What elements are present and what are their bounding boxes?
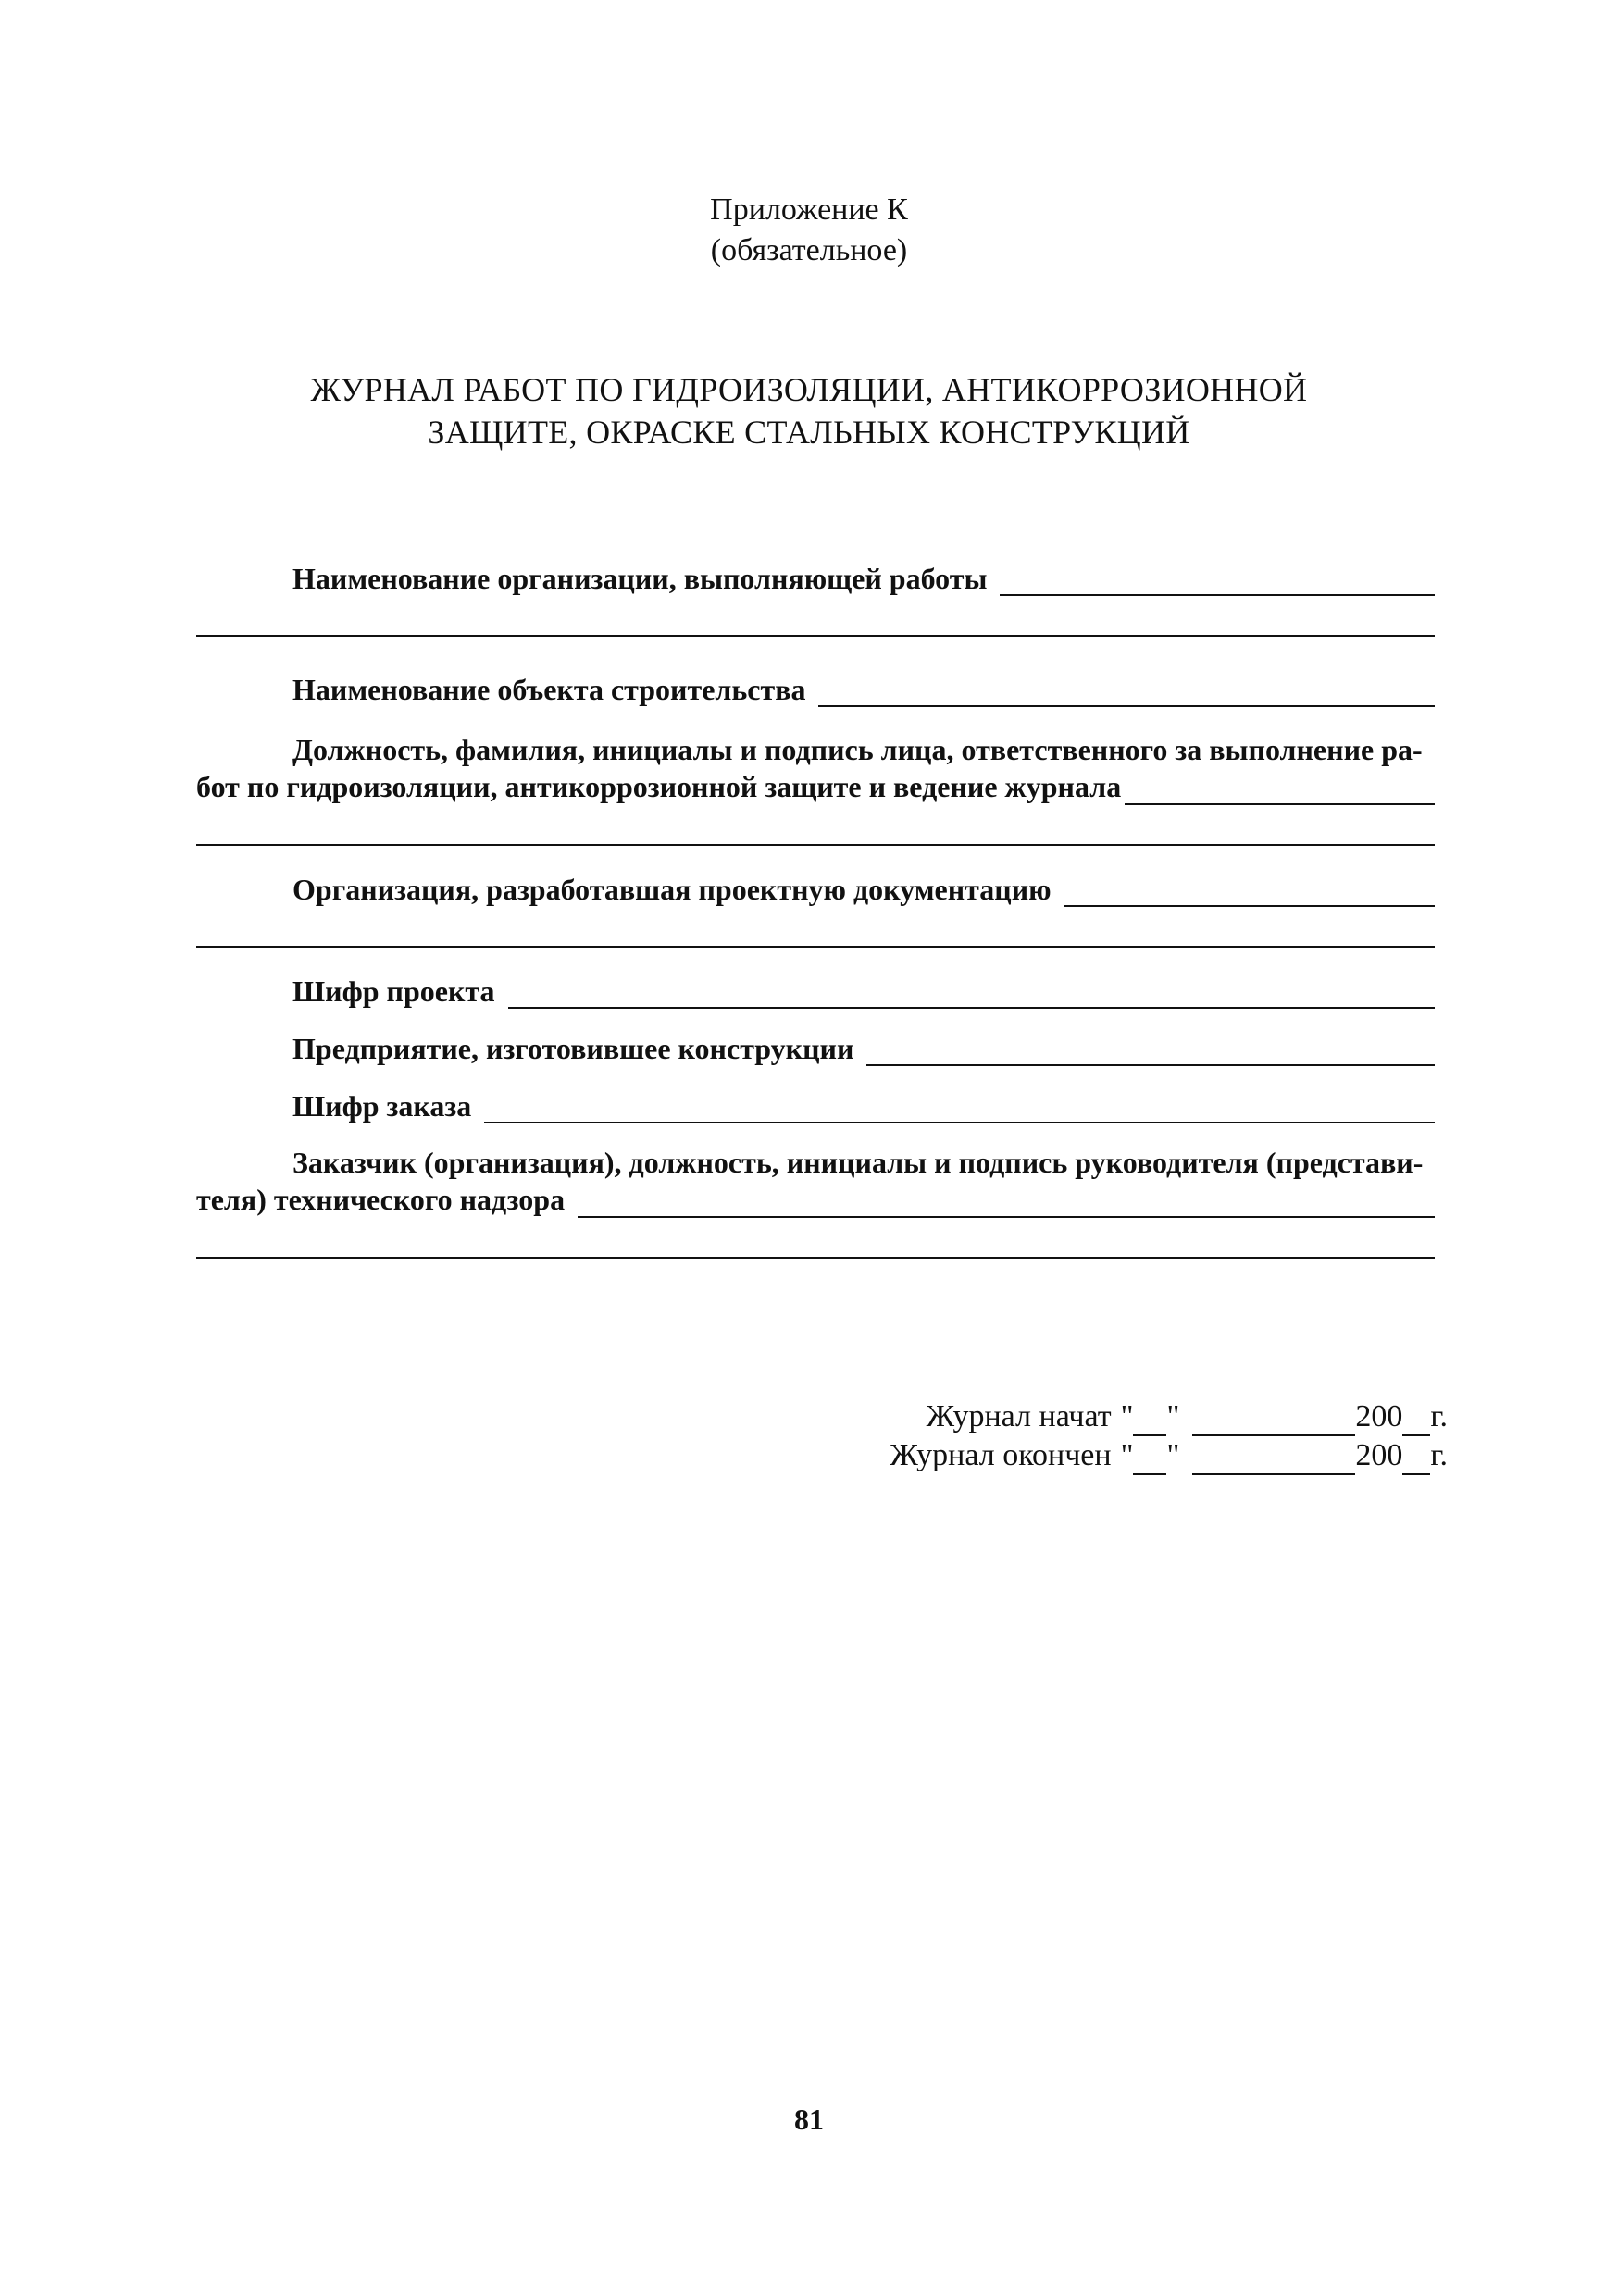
appendix-heading <box>0 190 1618 271</box>
journal-title <box>0 368 1618 453</box>
customer-continuation <box>196 1218 1435 1259</box>
responsible-label-line-2: бот по гидроизоляции, антикоррозионной защите и ведение журнала <box>196 770 1122 803</box>
journal-dates <box>890 1397 1448 1475</box>
manufacturer-label: Предприятие, изготовившее конструкции <box>292 1032 854 1065</box>
customer-label-line-1: Заказчик (организация), должность, инициалы и подпись руководителя (представи- <box>292 1146 1424 1179</box>
object-name-row <box>196 666 1435 707</box>
org-name-label: Наименование организации, выполняющей работы <box>292 562 988 595</box>
quote-open: " <box>1120 1399 1134 1433</box>
started-day-field[interactable] <box>1133 1409 1166 1436</box>
quote-close: " <box>1166 1399 1180 1433</box>
org-name-row <box>196 555 1435 596</box>
started-year-suffix: г. <box>1430 1399 1448 1433</box>
ended-day-field[interactable] <box>1133 1447 1166 1475</box>
object-name-label: Наименование объекта строительства <box>292 673 806 706</box>
responsible-person-block <box>196 731 1435 805</box>
order-code-label: Шифр заказа <box>292 1089 472 1123</box>
customer-field-2[interactable] <box>196 1229 1435 1259</box>
started-month-field[interactable] <box>1192 1409 1355 1436</box>
quote-open: " <box>1120 1438 1134 1472</box>
journal-ended-label: Журнал окончен <box>890 1438 1112 1472</box>
quote-close: " <box>1166 1438 1180 1472</box>
journal-started-label: Журнал начат <box>926 1399 1112 1433</box>
responsible-continuation <box>196 805 1435 846</box>
design-org-row <box>196 866 1435 907</box>
customer-field[interactable] <box>578 1188 1435 1218</box>
ended-month-field[interactable] <box>1192 1447 1355 1475</box>
project-code-row <box>196 968 1435 1009</box>
appendix-status: (обязательное) <box>710 233 908 267</box>
appendix-label: Приложение К <box>710 192 908 227</box>
design-org-field[interactable] <box>1064 877 1435 907</box>
project-code-field[interactable] <box>508 979 1436 1009</box>
order-code-field[interactable] <box>484 1094 1435 1123</box>
responsible-label-line-1: Должность, фамилия, инициалы и подпись лица, ответственного за выполнение ра- <box>292 733 1423 766</box>
ended-year-suffix: г. <box>1430 1438 1448 1472</box>
started-year-prefix: 200 <box>1355 1399 1403 1433</box>
ended-year-prefix: 200 <box>1355 1438 1403 1472</box>
customer-label-line-2: теля) технического надзора <box>196 1183 566 1216</box>
design-org-field-2[interactable] <box>196 918 1435 948</box>
page-number: 81 <box>794 2103 824 2136</box>
order-code-row <box>196 1083 1435 1123</box>
journal-started-line <box>890 1397 1448 1436</box>
started-year-field[interactable] <box>1402 1409 1430 1436</box>
responsible-row <box>196 768 1435 805</box>
responsible-field[interactable] <box>1125 776 1435 805</box>
manufacturer-field[interactable] <box>866 1036 1435 1066</box>
design-org-continuation <box>196 907 1435 948</box>
ended-year-field[interactable] <box>1402 1447 1430 1475</box>
customer-row <box>196 1181 1435 1218</box>
design-org-label: Организация, разработавшая проектную документацию <box>292 873 1052 906</box>
org-name-field[interactable] <box>1000 566 1435 596</box>
journal-form <box>196 555 1435 1259</box>
org-name-field-2[interactable] <box>196 607 1435 637</box>
title-line-2: ЗАЩИТЕ, ОКРАСКЕ СТАЛЬНЫХ КОНСТРУКЦИЙ <box>428 414 1190 451</box>
object-name-field[interactable] <box>818 677 1435 707</box>
title-line-1: ЖУРНАЛ РАБОТ ПО ГИДРОИЗОЛЯЦИИ, АНТИКОРРОЗИОННОЙ <box>310 371 1308 408</box>
org-name-continuation <box>196 596 1435 637</box>
manufacturer-row <box>196 1025 1435 1066</box>
responsible-field-2[interactable] <box>196 816 1435 846</box>
journal-ended-line <box>890 1436 1448 1475</box>
customer-block <box>196 1144 1435 1218</box>
project-code-label: Шифр проекта <box>292 974 495 1008</box>
